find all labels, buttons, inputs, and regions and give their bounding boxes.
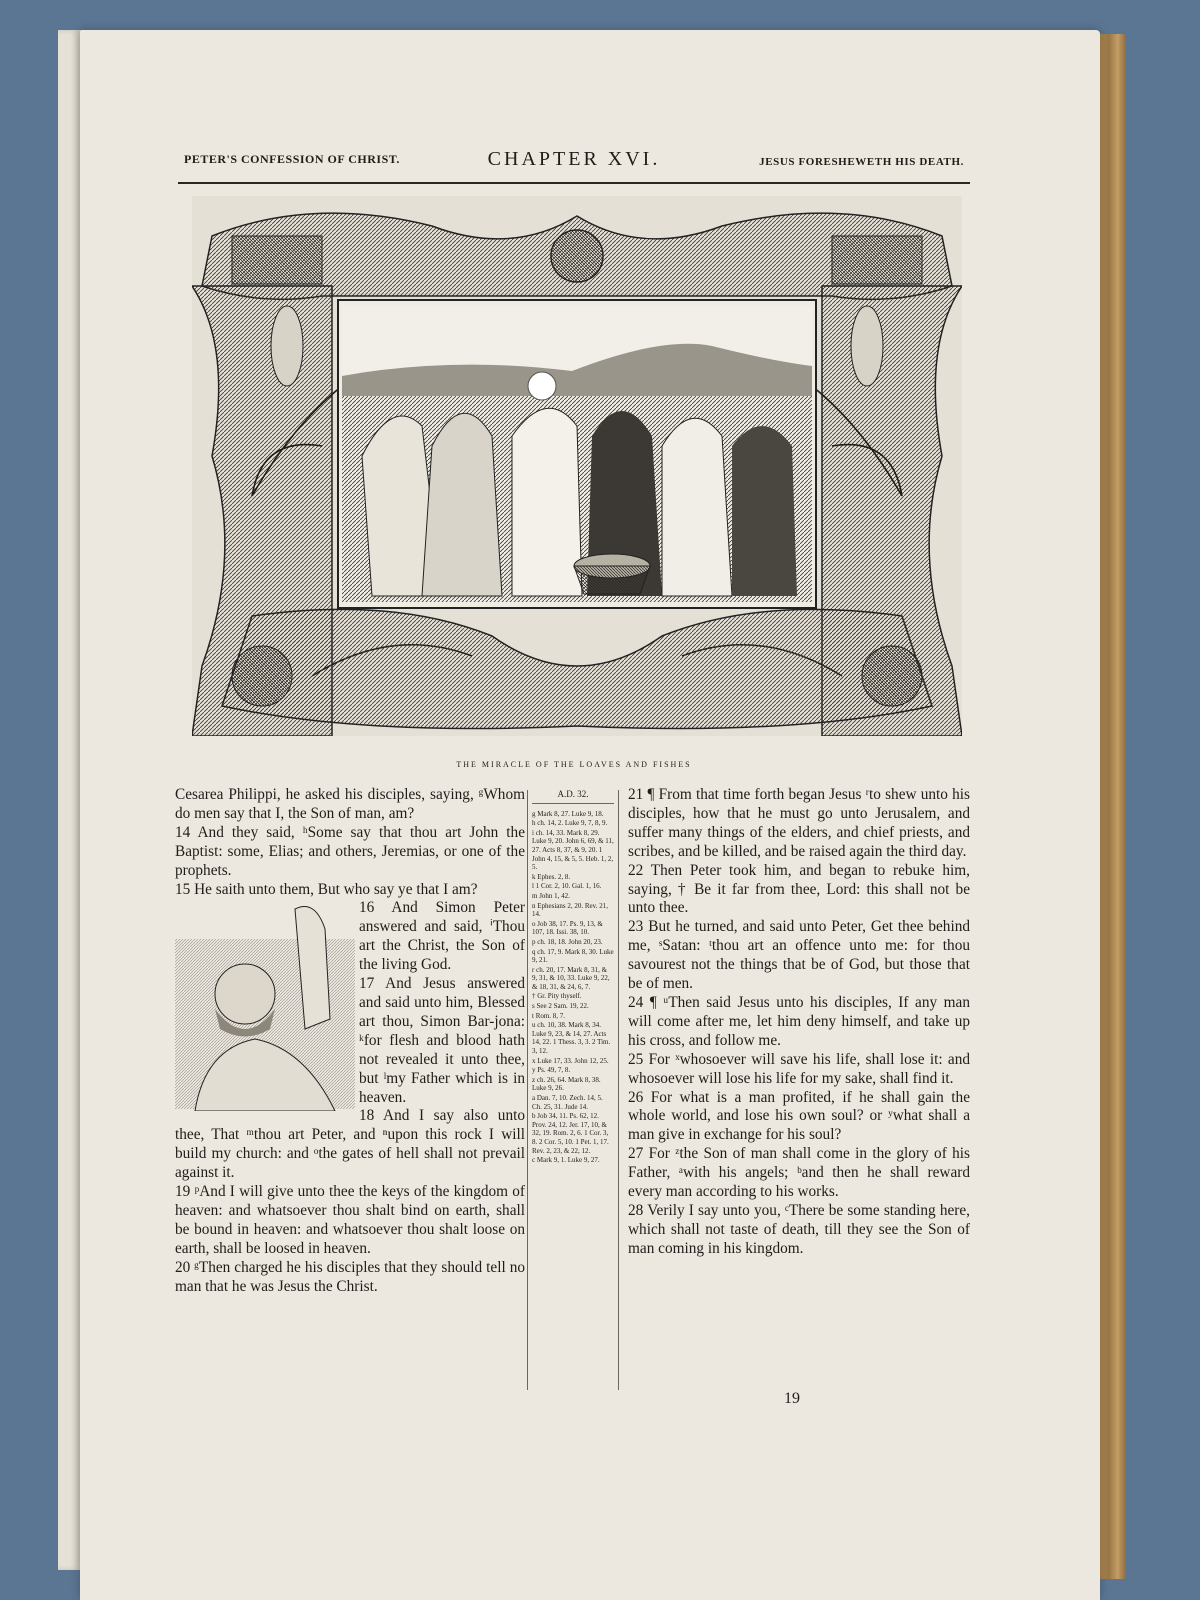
verse-20: 20 ᵍThen charged he his disciples that they should tell no man that he was Jesus the Christ. (175, 1258, 525, 1295)
cross-reference: q ch. 17, 9. Mark 8, 30. Luke 9, 21. (532, 947, 614, 965)
verse-14: 14 And they said, ʰSome say that thou art John the Baptist: some, Elias; and others, Jeremias, or one of the prophets. (175, 823, 525, 879)
cross-reference: u ch. 10, 38. Mark 8, 34. Luke 9, 23, & 14, 27. Acts 14, 22. 1 Thess. 3, 3. 2 Tim. 3, 12. (532, 1021, 611, 1056)
cross-reference: p ch. 18, 18. John 20, 23. (532, 937, 603, 946)
gilt-page-edge (1098, 34, 1126, 1579)
cross-reference: m John 1, 42. (532, 891, 570, 900)
verse-26: 26 For what is a man profited, if he shall gain the whole world, and lose his own soul? or ʸwhat shall a man give in exchange for his soul? (628, 1088, 970, 1144)
verse-15: 15 He saith unto them, But who say ye that I am? (175, 880, 478, 898)
chapter-heading: CHAPTER XVI. (487, 148, 661, 170)
verse-21: 21 ¶ From that time forth began Jesus ʳto shew unto his disciples, how that he must go unto Jerusalem, and suffer many things of the elders, and chief priests, and scribes, and be killed, and be raised again the third day. (628, 786, 970, 860)
verse-19: 19 ᵖAnd I will give unto thee the keys of the kingdom of heaven: and whatsoever thou shalt bind on earth, shall be bound in heaven: and whatsoever thou shalt loose on earth, shall be loosed in heaven. (175, 1183, 525, 1257)
verse-17: 17 And Jesus answered and said unto him, Blessed art thou, Simon Bar-jona: ᵏfor flesh and blood hath not revealed it unto thee, but ˡmy Father which is in heaven. (359, 975, 525, 1106)
verse-13-continued: Cesarea Philippi, he asked his disciples, saying, ᵍWhom do men say that I, the Son of man, am? (175, 786, 525, 822)
cross-reference: g Mark 8, 27. Luke 9, 18. (532, 809, 604, 818)
verse-18: 18 And I say also unto thee, That ᵐthou art Peter, and ⁿupon this rock I will build my church: and ᵒthe gates of hell shall not prevail against it. (175, 1107, 525, 1182)
cross-reference: l 1 Cor. 2, 10. Gal. 1, 16. (532, 882, 602, 891)
verse-24: 24 ¶ ᵘThen said Jesus unto his disciples, If any man will come after me, let him deny himself, and take up his cross, and follow me. (628, 993, 970, 1049)
cross-reference: o Job 38, 17. Ps. 9, 13, & 107, 18. Issi. 38, 10. (532, 919, 603, 937)
cross-reference: b Job 34, 11. Ps. 62, 12. Prov. 24, 12. Jer. 17, 10, & 32, 19. Rom. 2, 6. 1 Cor. 3, 8. 2 Cor. 5, 10. 1 Pet. 1, 17. Rev. 2, 23, & 22, 12. (532, 1112, 609, 1155)
reference-list (532, 810, 614, 1165)
cross-reference: a Dan. 7, 10. Zech. 14, 5. Ch. 25, 31. Jude 14. (532, 1094, 603, 1111)
verse-16: 16 And Simon Peter answered and said, ⁱThou art the Christ, the Son of the living God. (359, 899, 525, 974)
cross-reference: x Luke 17, 33. John 12, 25. (532, 1056, 609, 1065)
cross-reference: c Mark 9, 1. Luke 9, 27. (532, 1156, 600, 1165)
verse-25: 25 For ˣwhosoever will save his life, shall lose it: and whosoever will lose his life for my sake, shall find it. (628, 1050, 970, 1087)
illustration-caption: THE MIRACLE OF THE LOAVES AND FISHES (456, 760, 692, 769)
running-head-right: JESUS FORESHEWETH HIS DEATH. (759, 156, 964, 168)
running-head-left: PETER'S CONFESSION OF CHRIST. (184, 152, 400, 166)
right-text-column (628, 786, 970, 1259)
peter-portrait-engraving (175, 899, 355, 1111)
cross-reference: z ch. 26, 64. Mark 8, 38. Luke 9, 26. (532, 1075, 601, 1093)
cross-reference: s See 2 Sam. 19, 22. (532, 1002, 589, 1011)
date-label: A.D. 32. (532, 790, 614, 804)
cross-reference: † Gr. Pity thyself. (532, 992, 582, 1001)
cross-reference: h ch. 14, 2. Luke 9, 7, 8, 9. (532, 819, 608, 828)
cross-reference: n Ephesians 2, 20. Rev. 21, 14. (532, 901, 608, 919)
page-number-text: 19 (784, 1390, 800, 1407)
verse-27: 27 For ᶻthe Son of man shall come in the glory of his Father, ᵃwith his angels; ᵇand then he shall reward every man according to his works. (628, 1145, 970, 1201)
cross-reference: k Ephes. 2, 8. (532, 872, 571, 881)
cross-reference: r ch. 20, 17. Mark 8, 31, & 9, 31, & 10, 33. Luke 9, 22, & 18, 31, & 24, 6, 7. (532, 965, 610, 991)
cross-reference: t Rom. 8, 7. (532, 1011, 566, 1020)
left-text-column (175, 786, 525, 1296)
verse-28: 28 Verily I say unto you, ᶜThere be some standing here, which shall not taste of death, till they see the Son of man coming in his kingdom. (628, 1201, 970, 1257)
verse-22: 22 Then Peter took him, and began to rebuke him, saying, † Be it far from thee, Lord: this shall not be unto thee. (628, 861, 970, 917)
verse-23: 23 But he turned, and said unto Peter, Get thee behind me, ˢSatan: ᵗthou art an offence unto me: for thou savourest not the things that be of God, but those that be of men. (628, 918, 970, 993)
scene-miracle-loaves (342, 306, 812, 602)
engraving-illustration (192, 196, 962, 736)
cross-reference: i ch. 14, 33. Mark 8, 29. Luke 9, 20. John 6, 69, & 11, 27. Acts 8, 37, & 9, 20. 1 John 4, 15, & 5, 5. Heb. 1, 2, 5. (532, 828, 614, 872)
cross-reference: y Ps. 49, 7, 8. (532, 1066, 571, 1075)
facing-page-edge (58, 30, 81, 1570)
cross-reference-column (527, 790, 619, 1390)
running-head (178, 148, 970, 184)
